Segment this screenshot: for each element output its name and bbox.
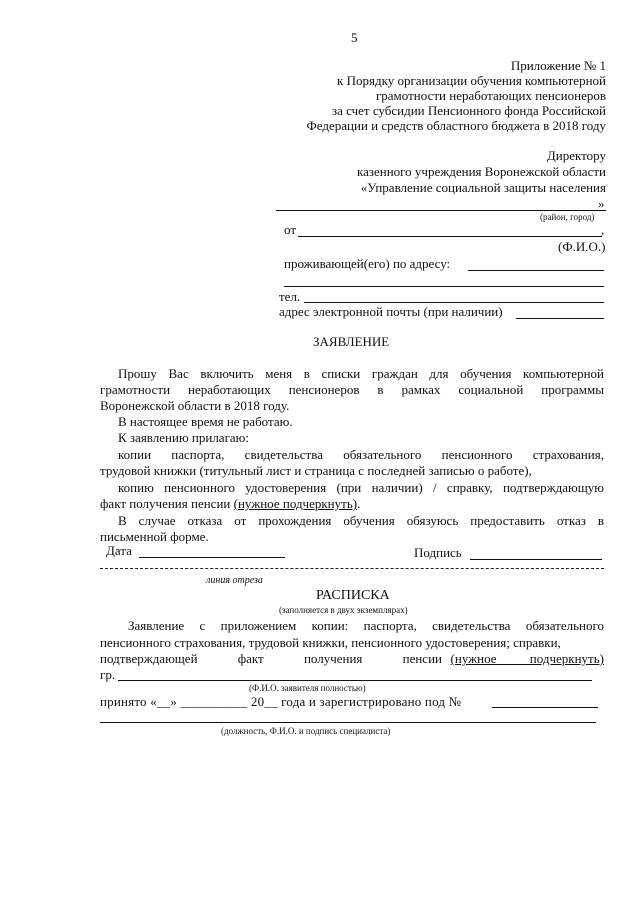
- addressee-line: «Управление социальной защиты населения: [360, 180, 606, 195]
- receipt-word: пенсии: [402, 651, 442, 666]
- body-line: [100, 496, 360, 511]
- receipt-title: РАСПИСКА: [316, 588, 390, 603]
- fio-line: [298, 236, 602, 237]
- from-label: от: [284, 222, 297, 237]
- date-label: Дата: [106, 543, 132, 558]
- email-line: [516, 318, 604, 319]
- addressee-line: казенного учреждения Воронежской области: [356, 164, 606, 179]
- body-text: факт получения пенсии: [100, 496, 234, 511]
- body-line: Прошу Вас включить меня в списки граждан для обучения компьютерной: [118, 366, 604, 381]
- underline-hint: (нужное подчеркнуть): [233, 496, 358, 511]
- address-label: проживающей(его) по адресу:: [284, 256, 451, 271]
- appendix-header: [276, 58, 606, 133]
- receipt-word: факт: [237, 651, 264, 666]
- appendix-line: грамотности неработающих пенсионеров: [375, 88, 606, 103]
- receipt-from-label: гр.: [100, 667, 116, 682]
- comma: ,: [601, 222, 605, 237]
- appendix-line: Федерации и средств областного бюджета в 2018 году: [306, 118, 606, 133]
- receipt-line: пенсионного страхования, трудовой книжки, пенсионного удостоверения; справки,: [100, 635, 561, 650]
- specialist-line: [100, 722, 596, 723]
- specialist-hint: (должность, Ф.И.О. и подпись специалиста): [221, 726, 391, 736]
- addressee-line: Директору: [546, 148, 606, 163]
- district-hint: (район, город): [540, 212, 595, 222]
- fio-hint: (Ф.И.О.): [558, 239, 606, 254]
- receipt-word: получения: [303, 651, 363, 666]
- phone-label: тел.: [279, 289, 301, 304]
- address-line-2: [284, 286, 604, 287]
- email-label: адрес электронной почты (при наличии): [279, 304, 503, 319]
- receipt-fio-hint: (Ф.И.О. заявителя полностью): [249, 683, 366, 693]
- phone-line: [304, 302, 604, 303]
- body-text: .: [357, 496, 361, 511]
- receipt-line: Заявление с приложением копии: паспорта, свидетельства обязательного: [128, 618, 604, 633]
- body-line: копию пенсионного удостоверения (при наличии) / справку, подтверждающую: [118, 480, 604, 495]
- district-line: [276, 210, 606, 211]
- body-line: копии паспорта, свидетельства обязательного пенсионного страхования,: [118, 447, 604, 462]
- receipt-text: [100, 651, 442, 666]
- body-line: Воронежской области в 2018 году.: [100, 398, 290, 413]
- appendix-line: к Порядку организации обучения компьютерной: [337, 73, 606, 88]
- page-number: 5: [351, 30, 358, 45]
- body-line: В настоящее время не работаю.: [118, 414, 293, 429]
- body-line: трудовой книжки (титульный лист и страница с последней записью о работе),: [100, 463, 532, 478]
- registration-number-line: [492, 707, 598, 708]
- receipt-fio-line: [118, 680, 592, 681]
- underline-hint: (нужное подчеркнуть): [450, 651, 604, 666]
- appendix-line: Приложение № 1: [510, 58, 606, 73]
- body-line: В случае отказа от прохождения обучения обязуюсь предоставить отказ в: [118, 513, 604, 528]
- cut-line-label: линия отреза: [206, 575, 263, 586]
- signature-line: [470, 559, 602, 560]
- receipt-line: [100, 651, 604, 666]
- appendix-line: за счет субсидии Пенсионного фонда Российской: [331, 103, 606, 118]
- body-line: грамотности неработающих пенсионеров в рамках социальной программы: [100, 382, 604, 397]
- cut-line: [100, 568, 604, 569]
- quote-close: »: [598, 196, 605, 211]
- accepted-line: принято «__» __________ 20__ года и зарегистрировано под №: [100, 694, 462, 709]
- date-line: [139, 557, 285, 558]
- receipt-word: подтверждающей: [100, 651, 198, 666]
- signature-label: Подпись: [414, 545, 462, 560]
- application-title: ЗАЯВЛЕНИЕ: [313, 334, 390, 349]
- body-line: К заявлению прилагаю:: [118, 430, 250, 445]
- address-line-1: [468, 270, 604, 271]
- body-line: письменной форме.: [100, 529, 209, 544]
- receipt-subtitle: (заполняется в двух экземплярах): [279, 605, 408, 615]
